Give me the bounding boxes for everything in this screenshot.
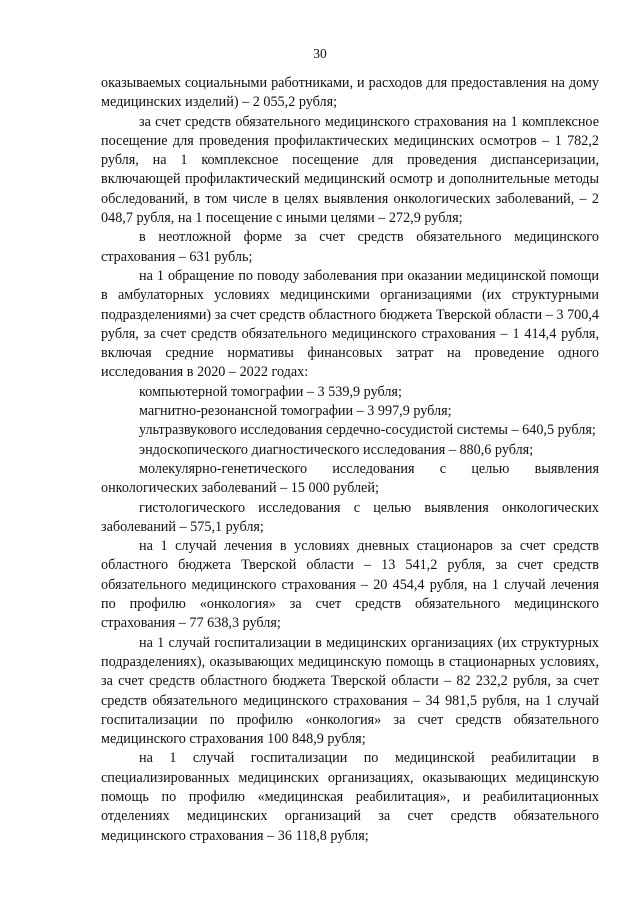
- paragraph-outpatient-appeal: на 1 обращение по поводу заболевания при оказании медицинской помощи в амбулаторных условиях медицинскими организациями (их структурными подразделениями) за счет средств областного бюджета Тверской области – 3 700,4 рубля, за счет средств обязательного медицинского страхования – 1 414,4 рубля, включая средние нормативы финансовых затрат на проведение одного исследования в 2020 – 2022 годах:: [101, 267, 599, 381]
- paragraph-continuation: оказываемых социальными работниками, и расходов для предоставления на дому медицинских изделий) – 2 055,2 рубля;: [101, 75, 599, 111]
- paragraph-histology: гистологического исследования с целью выявления онкологических заболеваний – 575,1 рубля;: [101, 499, 599, 535]
- page-number: 30: [313, 46, 327, 61]
- paragraph-hospitalization: на 1 случай госпитализации в медицинских организациях (их структурных подразделениях), оказывающих медицинскую помощь в стационарных условиях, за счет средств областного бюджета Тверской области – 82 232,2 рубля, за счет средств обязательного медицинского страхования – 34 981,5 рубля, на 1 случай госпитализации по профилю «онкология» за счет средств обязательного медицинского страхования 100 848,9 рубля;: [101, 634, 599, 748]
- document-body: [101, 74, 599, 846]
- paragraph-urgent-care: в неотложной форме за счет средств обязательного медицинского страхования – 631 рубль;: [101, 229, 599, 265]
- paragraph-molecular-genetic: молекулярно-генетического исследования с целью выявления онкологических заболеваний – 15 000 рублей;: [101, 460, 599, 497]
- paragraph-mri: магнитно-резонансной томографии – 3 997,9 рубля;: [139, 403, 452, 420]
- paragraph-ultrasound: ультразвукового исследования сердечно-сосудистой системы – 640,5 рубля;: [139, 422, 596, 439]
- paragraph-day-hospital: на 1 случай лечения в условиях дневных стационаров за счет средств областного бюджета Тверской области – 13 541,2 рубля, за счет средств обязательного медицинского страхования – 20 454,4 рубля, на 1 случай лечения по профилю «онкология» за счет средств обязательного медицинского страхования – 77 638,3 рубля;: [101, 538, 599, 632]
- paragraph-preventive-visits: за счет средств обязательного медицинского страхования на 1 комплексное посещение для проведения профилактических медицинских осмотров – 1 782,2 рубля, на 1 комплексное посещение для проведения диспансеризации, включающей профилактический медицинский осмотр и дополнительные методы обследований, в том числе в целях выявления онкологических заболеваний, – 2 048,7 рубля, на 1 посещение с иными целями – 272,9 рубля;: [101, 113, 599, 227]
- paragraph-rehabilitation: на 1 случай госпитализации по медицинской реабилитации в специализированных медицинских организациях, оказывающих медицинскую помощь по профилю «медицинская реабилитация», и реабилитационных отделениях медицинских организаций за счет средств обязательного медицинского страхования – 36 118,8 рубля;: [101, 750, 599, 844]
- paragraph-ct: компьютерной томографии – 3 539,9 рубля;: [139, 383, 402, 400]
- paragraph-endoscopy: эндоскопического диагностического исследования – 880,6 рубля;: [139, 441, 534, 458]
